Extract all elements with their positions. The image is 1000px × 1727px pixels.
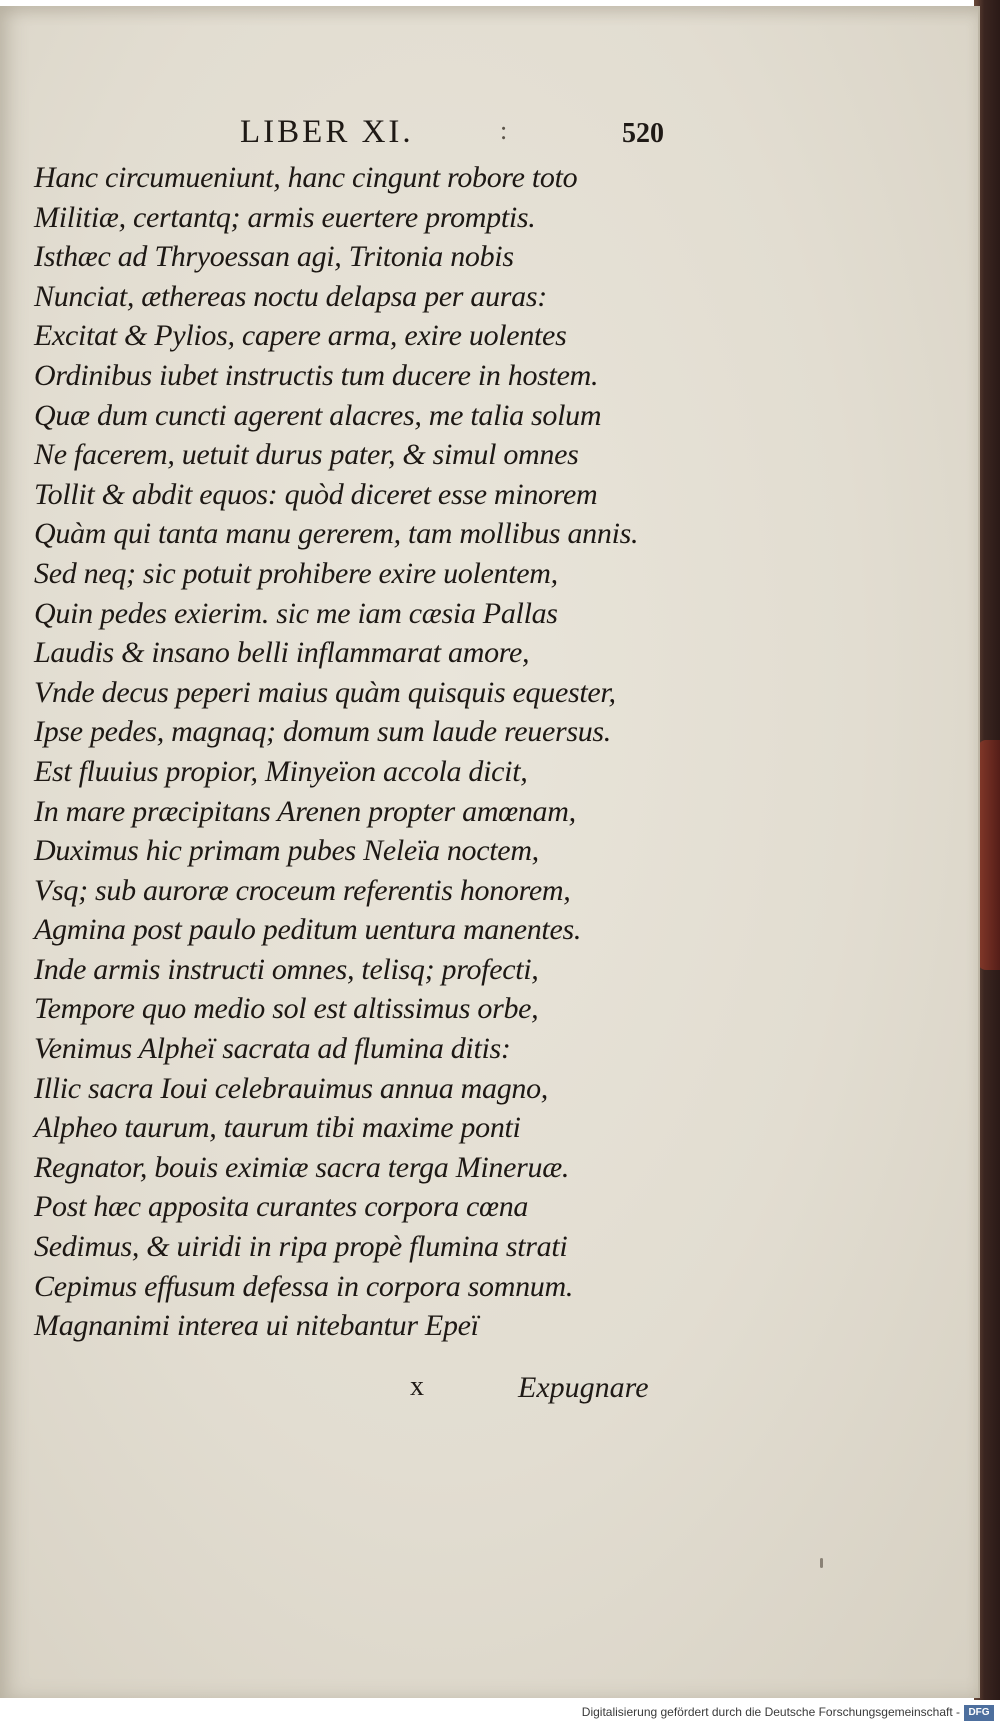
book-edge-bookmark: [978, 740, 1000, 970]
verse-line: Ordinibus iubet instructis tum ducere in hostem.: [34, 358, 599, 392]
verse-line: Illic sacra Ioui celebrauimus annua magno,: [34, 1071, 548, 1105]
verse-line: Agmina post paulo peditum uentura manentes.: [34, 913, 582, 947]
digitization-credit-bar: [0, 1700, 1000, 1727]
verse-line: Tempore quo medio sol est altissimus orbe,: [34, 992, 539, 1026]
verse-line: Inde armis instructi omnes, telisq; profecti,: [34, 952, 539, 986]
verse-line: Ipse pedes, magnaq; domum sum laude reuersus.: [34, 715, 611, 749]
verse-line: Isthæc ad Thryoessan agi, Tritonia nobis: [34, 240, 514, 274]
verse-line: Tollit & abdit equos: quòd diceret esse minorem: [34, 477, 598, 511]
verse-line: Quàm qui tanta manu gererem, tam mollibus annis.: [34, 517, 639, 551]
verse-line: Sedimus, & uiridi in ripa propè flumina strati: [34, 1230, 568, 1264]
verse-line: Vsq; sub auroræ croceum referentis honorem,: [34, 873, 571, 907]
signature-mark: x: [410, 1371, 424, 1402]
verse-line: Excitat & Pylios, capere arma, exire uolentes: [34, 319, 567, 353]
catchword: Expugnare: [518, 1371, 649, 1404]
dfg-logo-icon: DFG: [964, 1705, 994, 1721]
running-head: LIBER XI.: [240, 114, 414, 150]
verse-line: Duximus hic primam pubes Neleïa noctem,: [34, 834, 539, 868]
header-separator: :: [500, 116, 508, 145]
verse-block: [34, 158, 694, 1346]
page-number: 520: [622, 118, 664, 149]
verse-line: In mare præcipitans Arenen propter amœnam,: [34, 794, 576, 828]
verse-line: Regnator, bouis eximiæ sacra terga Mineruæ.: [34, 1150, 570, 1184]
verse-line: Quæ dum cuncti agerent alacres, me talia solum: [34, 398, 602, 432]
book-page: [0, 6, 980, 1698]
verse-line: Sed neq; sic potuit prohibere exire uolentem,: [34, 556, 558, 590]
verse-line: Quin pedes exierim. sic me iam cæsia Pallas: [34, 596, 558, 630]
verse-line: Vnde decus peperi maius quàm quisquis equester,: [34, 675, 616, 709]
verse-line: Cepimus effusum defessa in corpora somnum.: [34, 1269, 574, 1303]
verse-line: Alpheo taurum, taurum tibi maxime ponti: [34, 1111, 521, 1145]
verse-line: Post hæc apposita curantes corpora cœna: [34, 1190, 529, 1224]
verse-line: Ne facerem, uetuit durus pater, & simul omnes: [34, 438, 579, 472]
verse-line: Magnanimi interea ui nitebantur Epeï: [34, 1309, 479, 1343]
verse-line: Venimus Alpheï sacrata ad flumina ditis:: [34, 1032, 511, 1066]
page-footer: [0, 1371, 978, 1411]
paper-speck: [820, 1558, 823, 1568]
verse-line: Est fluuius propior, Minyeïon accola dicit,: [34, 754, 528, 788]
verse-line: Nunciat, æthereas noctu delapsa per auras:: [34, 279, 547, 313]
credit-text: Digitalisierung gefördert durch die Deutsche Forschungsgemeinschaft -: [581, 1705, 960, 1719]
verse-line: Militiæ, certantq; armis euertere promptis.: [34, 200, 536, 234]
verse-line: Hanc circumueniunt, hanc cingunt robore toto: [34, 161, 578, 194]
page-header: [0, 114, 978, 154]
verse-line: Laudis & insano belli inflammarat amore,: [34, 636, 530, 670]
